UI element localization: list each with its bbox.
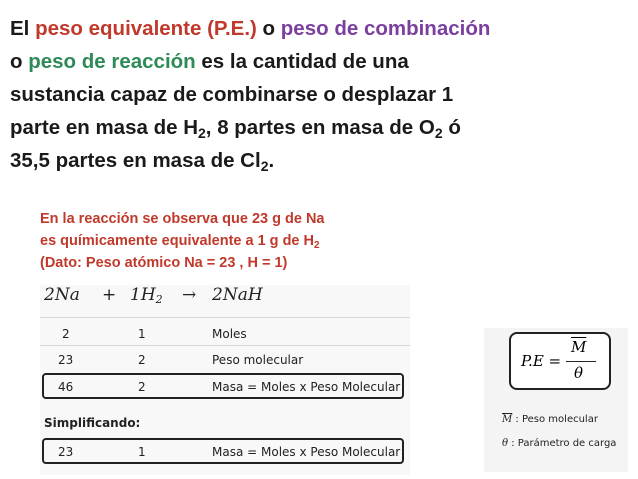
formula-numerator: $\overline{M}$ <box>571 338 587 356</box>
formula-box <box>509 332 611 390</box>
formula-lhs: P.E = <box>521 352 562 370</box>
legend-charge-parameter <box>502 438 616 449</box>
legend-molecular-weight <box>502 414 598 425</box>
definition-line-4 <box>10 111 630 144</box>
row-moles-c2: 1 <box>138 327 146 341</box>
subscript: 2 <box>198 125 206 141</box>
equation-plus: + <box>102 285 117 305</box>
equation-reactant-2 <box>130 285 163 305</box>
legend-symbol: θ <box>502 438 509 449</box>
row-mass-c2: 2 <box>138 380 146 394</box>
text: El <box>10 17 36 40</box>
text: o <box>256 17 281 40</box>
equation-reactant-1: 2Na <box>44 285 80 305</box>
formula-denominator: θ <box>574 364 584 382</box>
equation-product: 2NaH <box>212 285 263 305</box>
legend-text: : Peso molecular <box>512 414 598 425</box>
subscript: 2 <box>434 125 443 141</box>
term-peso-reaccion: peso de reacción <box>28 50 196 73</box>
row-pm-c2: 2 <box>138 353 146 367</box>
row-simplified-c3: Masa = Moles x Peso Molecular <box>212 445 401 459</box>
definition-line-1 <box>10 12 630 45</box>
text: 1H <box>130 285 156 305</box>
reaction-table <box>40 285 410 475</box>
legend-text: : Parámetro de carga <box>508 438 617 449</box>
subscript: 2 <box>314 240 320 251</box>
text: parte en masa de H <box>10 116 198 139</box>
row-moles-c3: Moles <box>212 327 247 341</box>
divider <box>40 345 410 346</box>
equivalent-weight-formula <box>484 328 628 472</box>
example-note <box>40 208 420 274</box>
row-pm-c3: Peso molecular <box>212 353 304 367</box>
simplify-label: Simplificando: <box>44 416 141 430</box>
text: es la cantidad de una <box>195 50 409 73</box>
note-line-1: En la reacción se observa que 23 g de Na <box>40 211 325 227</box>
legend-symbol: $\overline{M}$ <box>502 414 513 425</box>
text: 35,5 partes en masa de Cl <box>10 149 261 172</box>
subscript: 2 <box>155 293 163 306</box>
text: , 8 partes en masa de O <box>205 116 435 139</box>
row-moles-c1: 2 <box>62 327 70 341</box>
divider <box>40 317 410 318</box>
note-line-3: (Dato: Peso atómico Na = 23 , H = 1) <box>40 255 288 271</box>
definition-line-3: sustancia capaz de combinarse o desplazar 1 <box>10 83 454 106</box>
term-peso-combinacion: peso de combinación <box>280 17 491 40</box>
row-pm-c1: 23 <box>58 353 74 367</box>
definition-paragraph <box>10 12 630 177</box>
row-mass-c1: 46 <box>58 380 74 394</box>
fraction-bar <box>566 361 596 362</box>
equation-arrow: → <box>182 285 197 305</box>
row-simplified-c2: 1 <box>138 445 146 459</box>
definition-line-2 <box>10 45 630 78</box>
note-line-2 <box>40 230 420 252</box>
term-peso-equivalente: peso equivalente (P.E.) <box>35 17 257 40</box>
subscript: 2 <box>260 158 269 174</box>
definition-line-5 <box>10 144 630 177</box>
text: . <box>268 149 275 172</box>
row-simplified-c1: 23 <box>58 445 74 459</box>
row-mass-c3: Masa = Moles x Peso Molecular <box>212 380 401 394</box>
text: o <box>10 50 29 73</box>
text: es químicamente equivalente a 1 g de H <box>40 233 314 249</box>
text: ó <box>442 116 461 139</box>
